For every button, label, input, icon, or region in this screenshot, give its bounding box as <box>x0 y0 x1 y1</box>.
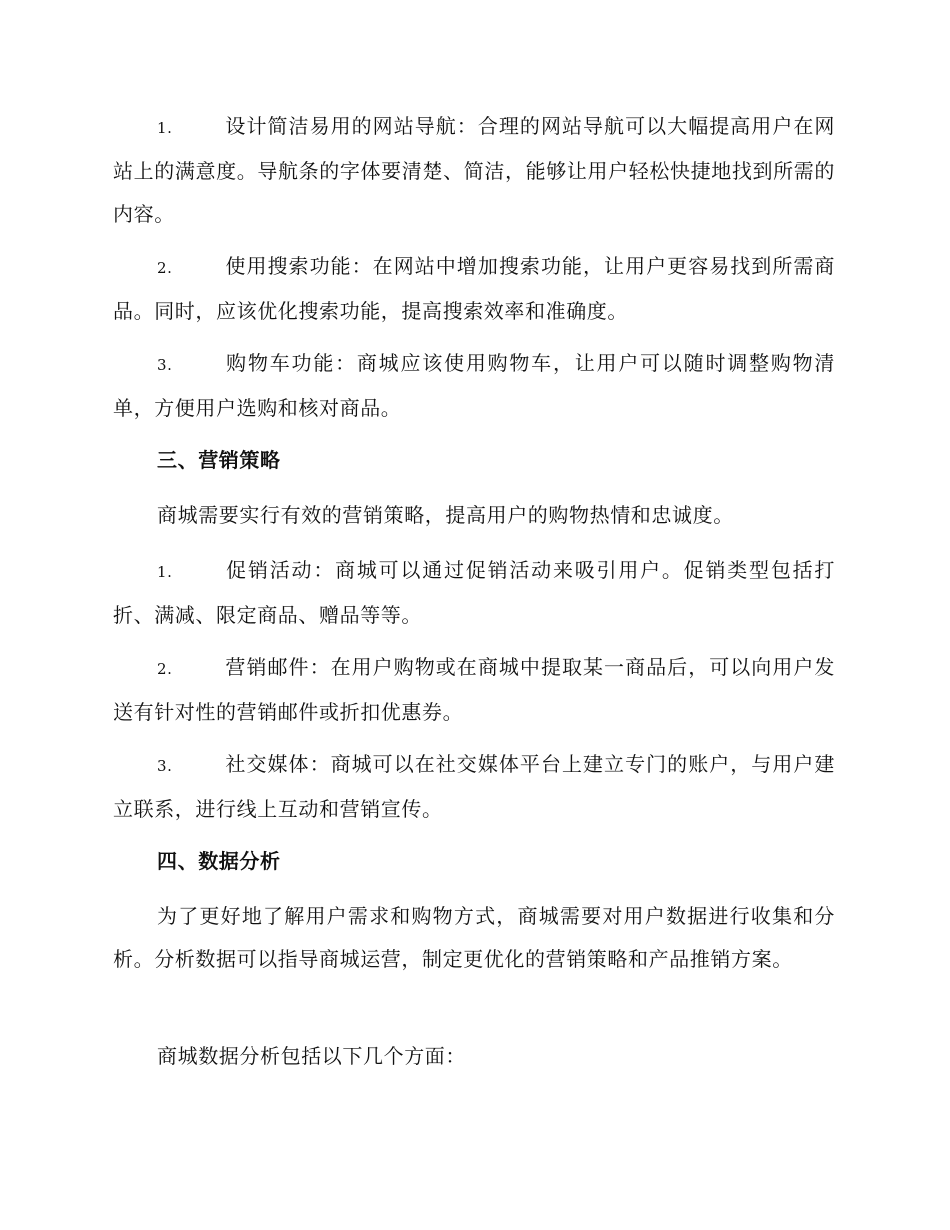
list-number: 3. <box>157 356 173 374</box>
paragraph-marketing-intro: 商城需要实行有效的营销策略，提高用户的购物热情和忠诚度。 <box>157 503 734 527</box>
list-item-social-media <box>113 743 835 831</box>
list-item-text: 购物车功能：商城应该使用购物车，让用户可以随时调整购物清单，方便用户选购和核对商品。 <box>113 351 835 420</box>
section-heading-marketing: 三、营销策略 <box>157 448 281 472</box>
list-item-text: 促销活动：商城可以通过促销活动来吸引用户。促销类型包括打折、满减、限定商品、赠品等等。 <box>113 558 835 627</box>
list-number: 3. <box>157 757 173 775</box>
list-item-email <box>113 646 835 734</box>
list-number: 2. <box>157 660 173 678</box>
section-heading-data-analysis: 四、数据分析 <box>157 849 281 873</box>
list-item-search <box>113 245 835 333</box>
list-number: 1. <box>157 563 173 581</box>
paragraph-analysis-aspects: 商城数据分析包括以下几个方面： <box>157 1044 466 1068</box>
list-item-navigation <box>113 105 835 236</box>
list-item-text: 设计简洁易用的网站导航：合理的网站导航可以大幅提高用户在网站上的满意度。导航条的字体要清楚、简洁，能够让用户轻松快捷地找到所需的内容。 <box>113 114 835 226</box>
list-number: 1. <box>157 119 173 137</box>
paragraph-data-analysis: 为了更好地了解用户需求和购物方式，商城需要对用户数据进行收集和分析。分析数据可以指导商城运营，制定更优化的营销策略和产品推销方案。 <box>113 904 835 971</box>
list-number: 2. <box>157 259 173 277</box>
list-item-text: 营销邮件：在用户购物或在商城中提取某一商品后，可以向用户发送有针对性的营销邮件或折扣优惠券。 <box>113 655 835 724</box>
list-item-cart <box>113 342 835 430</box>
list-item-text: 使用搜索功能：在网站中增加搜索功能，让用户更容易找到所需商品。同时，应该优化搜索功能，提高搜索效率和准确度。 <box>113 254 835 323</box>
list-item-promotions <box>113 549 835 637</box>
list-item-text: 社交媒体：商城可以在社交媒体平台上建立专门的账户，与用户建立联系，进行线上互动和营销宣传。 <box>113 752 835 821</box>
